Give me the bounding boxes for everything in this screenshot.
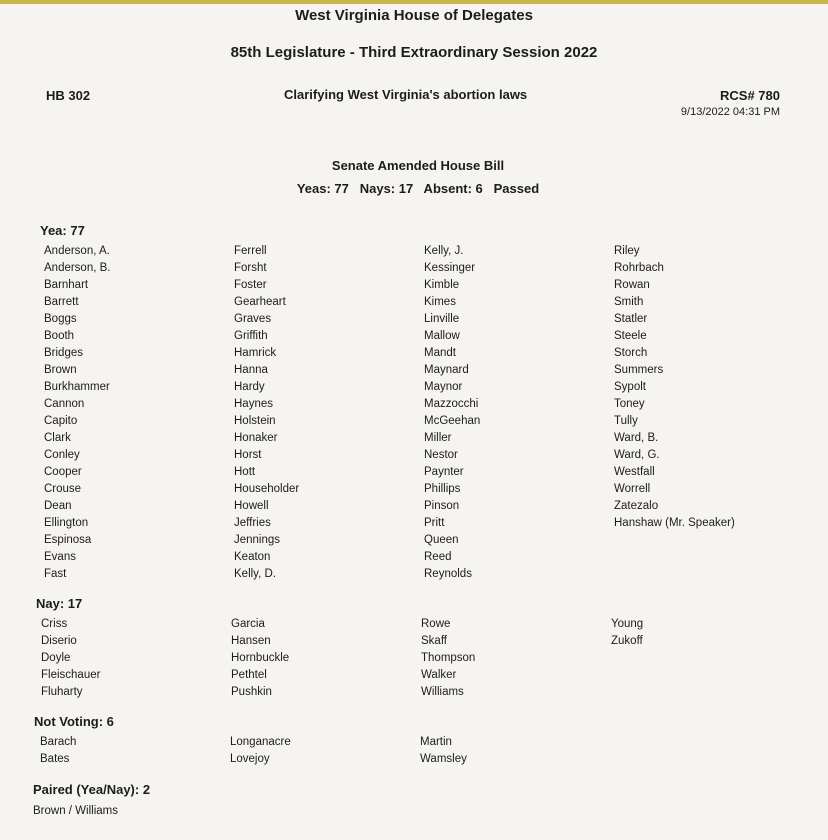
member-name: Cooper [44,466,82,478]
member-name: Hardy [234,381,265,393]
member-name: Young [611,618,644,630]
chamber-title: West Virginia House of Delegates [295,7,533,24]
member-name: Holstein [234,415,276,427]
member-name: Hanshaw (Mr. Speaker) [614,517,735,529]
yea-list [44,243,814,583]
member-name: Kessinger [424,262,476,274]
member-name: McGeehan [424,415,481,427]
member-name: Smith [614,296,644,308]
member-name: Hanna [234,364,268,376]
not-voting-column [610,734,810,768]
member-name: Ward, G. [614,449,660,461]
member-name: Honaker [234,432,278,444]
member-name: Howell [234,500,269,512]
member-name: Toney [614,398,645,410]
member-name: Sypolt [614,381,646,393]
vote-datetime: 9/13/2022 04:31 PM [680,106,780,118]
member-name: Longanacre [230,736,291,748]
rcs-number: RCS# 780 [720,88,780,103]
paired-heading: Paired (Yea/Nay): 2 [33,782,151,797]
member-name: Anderson, B. [44,262,111,274]
page-top-edge [0,0,828,4]
member-name: Zukoff [611,635,643,647]
member-name: Graves [234,313,272,325]
member-name: Martin [420,736,452,748]
member-name: Doyle [41,652,71,664]
member-name: Hornbuckle [231,652,290,664]
member-name: Kelly, J. [424,245,464,257]
member-name: Maynard [424,364,469,376]
not-voting-list [40,734,810,768]
member-name: Diserio [41,635,77,647]
member-name: Reynolds [424,568,472,580]
member-name: Statler [614,313,648,325]
nay-heading: Nay: 17 [36,596,83,611]
member-name: Thompson [421,652,476,664]
member-name: Gearheart [234,296,286,308]
paired-entry: Brown / Williams [33,805,118,817]
member-name: Evans [44,551,76,563]
member-name: Cannon [44,398,85,410]
not-voting-column [230,734,420,768]
member-name: Anderson, A. [44,245,110,257]
yea-heading: Yea: 77 [40,223,85,238]
member-name: Garcia [231,618,265,630]
member-name: Mazzocchi [424,398,479,410]
member-name: Householder [234,483,300,495]
member-name: Maynor [424,381,463,393]
nay-column [421,616,611,701]
vote-tally: Yeas: 77 Nays: 17 Absent: 6 Passed [296,181,540,196]
member-name: Fast [44,568,67,580]
nay-column [231,616,421,701]
session-title: 85th Legislature - Third Extraordinary Session 2022 [230,44,598,61]
member-name: Worrell [614,483,651,495]
member-name: Miller [424,432,452,444]
member-name: Horst [234,449,262,461]
bill-title: Clarifying West Virginia's abortion laws [284,87,528,102]
member-name: Linville [424,313,460,325]
member-name: Westfall [614,466,655,478]
member-name: Pinson [424,500,460,512]
member-name: Hott [234,466,256,478]
member-name: Criss [41,618,68,630]
member-name: Reed [424,551,452,563]
member-name: Jeffries [234,517,271,529]
member-name: Dean [44,500,72,512]
member-name: Walker [421,669,457,681]
member-name: Williams [421,686,464,698]
yea-column [614,243,814,583]
yea-column [44,243,234,583]
member-name: Ellington [44,517,89,529]
member-name: Barrett [44,296,79,308]
member-name: Pethtel [231,669,267,681]
not-voting-column [40,734,230,768]
yea-column [424,243,614,583]
member-name: Forsht [234,262,267,274]
member-name: Bates [40,753,70,765]
member-name: Steele [614,330,647,342]
member-name: Ward, B. [614,432,659,444]
member-name: Booth [44,330,75,342]
not-voting-heading: Not Voting: 6 [34,714,114,729]
member-name: Capito [44,415,78,427]
member-name: Kimes [424,296,456,308]
member-name: Pritt [424,517,445,529]
not-voting-column [420,734,610,768]
member-name: Barnhart [44,279,89,291]
member-name: Skaff [421,635,447,647]
member-name: Rohrbach [614,262,664,274]
member-name: Clark [44,432,71,444]
member-name: Summers [614,364,664,376]
member-name: Storch [614,347,648,359]
member-name: Mallow [424,330,460,342]
nay-column [41,616,231,701]
member-name: Burkhammer [44,381,110,393]
member-name: Conley [44,449,80,461]
member-name: Ferrell [234,245,267,257]
bill-number: HB 302 [46,88,91,103]
member-name: Foster [234,279,267,291]
member-name: Brown [44,364,77,376]
nay-column [611,616,811,701]
member-name: Boggs [44,313,77,325]
member-name: Hansen [231,635,271,647]
member-name: Zatezalo [614,500,659,512]
member-name: Fleischauer [41,669,101,681]
member-name: Wamsley [420,753,467,765]
member-name: Kimble [424,279,460,291]
yea-column [234,243,424,583]
member-name: Crouse [44,483,82,495]
member-name: Fluharty [41,686,83,698]
bill-type: Senate Amended House Bill [331,158,505,173]
member-name: Haynes [234,398,273,410]
member-name: Pushkin [231,686,272,698]
member-name: Griffith [234,330,268,342]
member-name: Nestor [424,449,458,461]
member-name: Bridges [44,347,83,359]
member-name: Kelly, D. [234,568,276,580]
member-name: Keaton [234,551,271,563]
member-name: Rowan [614,279,650,291]
member-name: Riley [614,245,640,257]
member-name: Tully [614,415,638,427]
member-name: Barach [40,736,77,748]
member-name: Lovejoy [230,753,270,765]
member-name: Hamrick [234,347,277,359]
member-name: Paynter [424,466,464,478]
member-name: Rowe [421,618,451,630]
member-name: Jennings [234,534,281,546]
member-name: Phillips [424,483,461,495]
nay-list [41,616,811,701]
member-name: Mandt [424,347,456,359]
member-name: Espinosa [44,534,92,546]
member-name: Queen [424,534,459,546]
